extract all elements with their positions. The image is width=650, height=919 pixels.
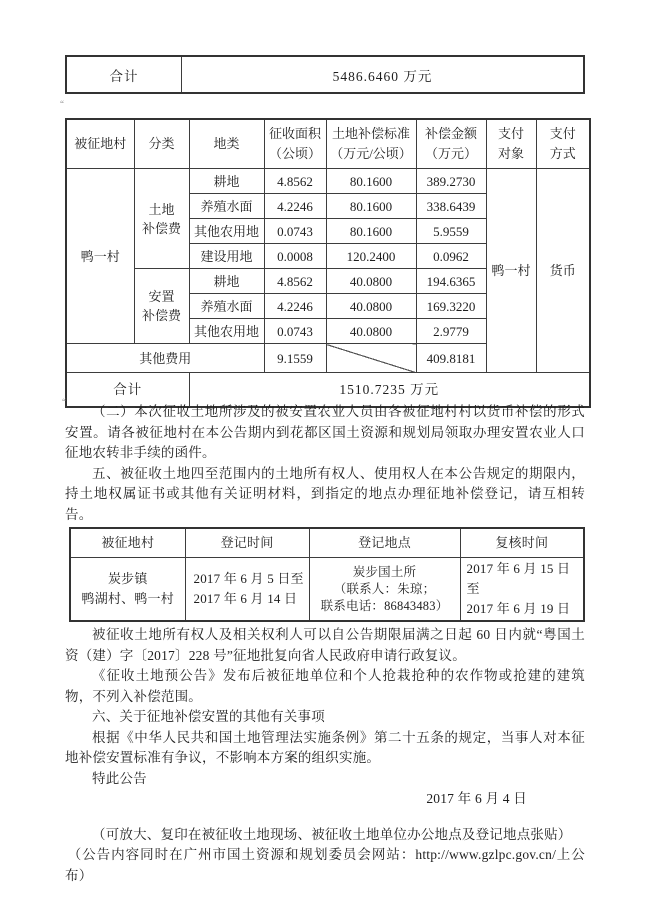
footnote-website: （公告内容同时在广州市国土资源和规划委员会网站：http://www.gzlpc.gov.cn/上公布） bbox=[65, 847, 585, 883]
land-type-cell: 其他农用地 bbox=[189, 319, 264, 344]
header-label: 土地补偿标准 bbox=[331, 126, 410, 141]
header-label: 补偿金额 bbox=[424, 126, 477, 141]
header-label: 支付 bbox=[497, 126, 524, 141]
category-cell bbox=[134, 169, 189, 269]
scan-artifact: “ bbox=[60, 99, 64, 109]
header-label: 地类 bbox=[213, 136, 240, 151]
cell-line: 炭步国土所 bbox=[352, 564, 417, 579]
table-total-value-cell: 1510.7235 万元 bbox=[189, 373, 590, 408]
header-standard bbox=[326, 119, 416, 169]
area-cell: 4.2246 bbox=[264, 194, 326, 219]
amount-cell: 169.3220 bbox=[416, 294, 486, 319]
area-cell: 4.8562 bbox=[264, 169, 326, 194]
paragraph-item6-body: 根据《中华人民共和国土地管理法实施条例》第二十五条的规定，当事人对本征地补偿安置标准有争议，不影响本方案的组织实施。 bbox=[65, 729, 585, 765]
header-label: 分类 bbox=[148, 136, 175, 151]
table-total-label-cell: 合计 bbox=[66, 373, 189, 408]
paragraph-item2: （二）本次征收土地所涉及的被安置农业人员由各被征地村村以货币补偿的形式安置。请各被征地村在本公告期内到花都区国土资源和规划局领取办理安置农业人口征地农转非手续的函件。 bbox=[65, 404, 585, 460]
land-type-cell: 耕地 bbox=[189, 169, 264, 194]
land-type-cell: 其他农用地 bbox=[189, 219, 264, 244]
area-cell: 0.0008 bbox=[264, 244, 326, 269]
cell-line: 炭步镇 bbox=[107, 571, 148, 586]
table-header-row bbox=[66, 119, 590, 169]
header-label: 征收面积 bbox=[268, 126, 321, 141]
standard-cell: 40.0800 bbox=[326, 269, 416, 294]
header-registration-location: 登记地点 bbox=[309, 528, 460, 558]
amount-cell: 2.9779 bbox=[416, 319, 486, 344]
amount-cell: 5.9559 bbox=[416, 219, 486, 244]
paragraph-item6-title: 六、关于征地补偿安置的其他有关事项 bbox=[92, 709, 325, 724]
scan-artifact: “ bbox=[62, 397, 66, 407]
diagonal-slash-cell bbox=[326, 344, 416, 373]
header-label: 对象 bbox=[497, 146, 524, 161]
amount-cell: 338.6439 bbox=[416, 194, 486, 219]
cell-line: （联系人：朱琼； bbox=[333, 581, 436, 596]
standard-cell: 120.2400 bbox=[326, 244, 416, 269]
amount-cell: 409.8181 bbox=[416, 344, 486, 373]
header-label: （公顷） bbox=[268, 146, 321, 161]
body-text bbox=[65, 402, 585, 886]
area-cell: 9.1559 bbox=[264, 344, 326, 373]
amount-cell: 0.0962 bbox=[416, 244, 486, 269]
header-review-time: 复核时间 bbox=[460, 528, 584, 558]
standard-cell: 40.0800 bbox=[326, 294, 416, 319]
cell-line: 联系电话：86843483） bbox=[320, 598, 449, 613]
previous-table-total bbox=[65, 55, 585, 94]
area-cell: 0.0743 bbox=[264, 319, 326, 344]
registration-table bbox=[69, 527, 585, 622]
category-line: 补偿费 bbox=[141, 308, 181, 323]
land-type-cell: 养殖水面 bbox=[189, 194, 264, 219]
paragraph-item5: 五、被征收土地四至范围内的土地所有权人、使用权人在本公告规定的期限内，持土地权属证书或其他有关证明材料，到指定的地点办理征地补偿登记，请互相转告。 bbox=[65, 465, 585, 522]
cell-line: 2017 年 6 月 5 日至 bbox=[193, 571, 304, 586]
cell-line: 2017 年 6 月 15 日至 bbox=[466, 561, 571, 596]
standard-cell: 80.1600 bbox=[326, 194, 416, 219]
payee-cell: 鸭一村 bbox=[486, 169, 536, 373]
area-cell: 4.8562 bbox=[264, 269, 326, 294]
header-label: 方式 bbox=[549, 146, 576, 161]
other-fees-label-cell: 其他费用 bbox=[66, 344, 264, 373]
cell-line: 2017 年 6 月 19 日 bbox=[466, 601, 571, 616]
header-pay-method bbox=[536, 119, 590, 169]
footnote-posting: （可放大、复印在被征收土地现场、被征收土地单位办公地点及登记地点张贴） bbox=[92, 826, 572, 842]
header-village: 被征地村 bbox=[70, 528, 185, 558]
land-type-cell: 耕地 bbox=[189, 269, 264, 294]
header-area bbox=[264, 119, 326, 169]
land-type-cell: 养殖水面 bbox=[189, 294, 264, 319]
paragraph-pre-announcement: 《征收土地预公告》发布后被征地单位和个人抢栽抢种的农作物或抢建的建筑物，不列入补偿范围。 bbox=[65, 668, 585, 704]
total-value-cell: 5486.6460 万元 bbox=[182, 56, 585, 93]
table-row bbox=[66, 56, 584, 93]
compensation-table bbox=[65, 118, 591, 408]
registration-location-cell bbox=[309, 558, 460, 622]
table-row bbox=[70, 558, 584, 622]
header-amount bbox=[416, 119, 486, 169]
registration-time-cell bbox=[185, 558, 309, 622]
header-land-type bbox=[189, 119, 264, 169]
standard-cell: 80.1600 bbox=[326, 169, 416, 194]
header-label: 支付 bbox=[549, 126, 576, 141]
paragraph-review-rights: 被征收土地所有权人及相关权利人可以自公告期限届满之日起 60 日内就“粤国土资（建）字〔2017〕228 号”征地批复向省人民政府申请行政复议。 bbox=[65, 627, 585, 663]
cell-line: 2017 年 6 月 14 日 bbox=[193, 591, 298, 606]
category-line: 补偿费 bbox=[141, 220, 181, 236]
standard-cell: 80.1600 bbox=[326, 219, 416, 244]
header-registration-time: 登记时间 bbox=[185, 528, 309, 558]
header-category bbox=[134, 119, 189, 169]
category-cell bbox=[134, 269, 189, 344]
area-cell: 4.2246 bbox=[264, 294, 326, 319]
village-cell bbox=[70, 558, 185, 622]
issue-date: 2017 年 6 月 4 日 bbox=[426, 791, 527, 806]
standard-cell: 40.0800 bbox=[326, 319, 416, 344]
review-time-cell bbox=[460, 558, 584, 622]
paragraph-closing: 特此公告 bbox=[92, 770, 147, 786]
header-village bbox=[66, 119, 134, 169]
area-cell: 0.0743 bbox=[264, 219, 326, 244]
village-cell: 鸭一村 bbox=[66, 169, 134, 344]
table-row bbox=[66, 169, 590, 194]
header-label: 被征地村 bbox=[74, 136, 127, 151]
category-line: 土地 bbox=[148, 201, 175, 217]
header-label: （万元/公顷） bbox=[330, 146, 412, 161]
footnotes bbox=[65, 825, 585, 887]
pay-method-cell: 货币 bbox=[536, 169, 590, 373]
amount-cell: 389.2730 bbox=[416, 169, 486, 194]
cell-line: 鸭湖村、鸭一村 bbox=[81, 591, 174, 606]
header-label: （万元） bbox=[424, 146, 477, 161]
category-line: 安置 bbox=[148, 289, 175, 304]
table-header-row bbox=[70, 528, 584, 558]
land-type-cell: 建设用地 bbox=[189, 244, 264, 269]
amount-cell: 194.6365 bbox=[416, 269, 486, 294]
header-payee bbox=[486, 119, 536, 169]
total-label-cell: 合计 bbox=[66, 56, 182, 93]
